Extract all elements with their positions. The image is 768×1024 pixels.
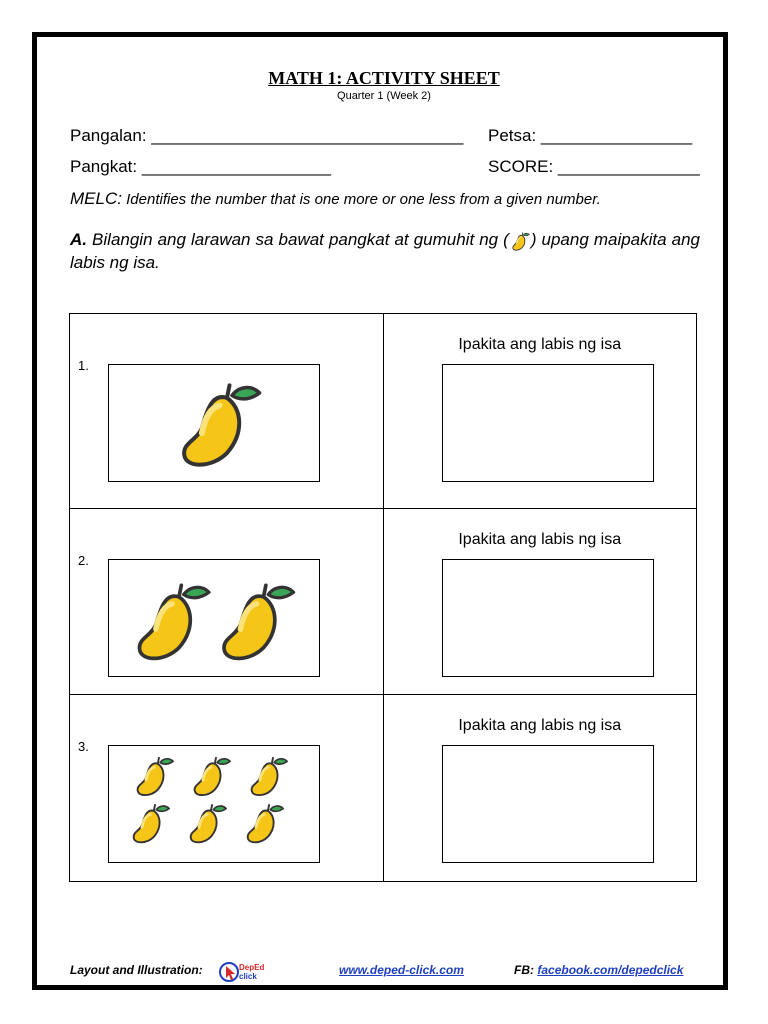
picture-cell: [70, 695, 384, 882]
mango-icon: [248, 805, 284, 842]
show-one-more-label: Ipakita ang labis ng isa: [458, 336, 622, 353]
mango-group: [109, 746, 319, 862]
mango-icon: [191, 805, 227, 842]
page-subtitle: Quarter 1 (Week 2): [337, 90, 431, 102]
instruction-letter: A.: [70, 230, 87, 249]
facebook-credit: [514, 963, 683, 977]
answer-cell: [383, 509, 697, 695]
instruction: [70, 229, 700, 274]
mango-picture-box: [108, 745, 320, 863]
mango-group: [109, 560, 319, 676]
layout-credit-label: Layout and Illustration:: [70, 963, 203, 977]
mango-icon: [195, 758, 231, 795]
show-one-more-label: Ipakita ang labis ng isa: [458, 717, 622, 734]
drawing-box[interactable]: [442, 745, 654, 863]
instruction-text-after: ) upang maipakita ang labis ng isa.: [70, 230, 700, 272]
mango-icon: [184, 385, 259, 464]
exercise-row: [70, 314, 697, 509]
depedclick-logo: [218, 958, 265, 984]
mango-picture-box: [108, 559, 320, 677]
mango-icon: [134, 805, 170, 842]
mango-icon: [139, 585, 209, 658]
logo-text-bottom: click: [239, 972, 257, 981]
website-link[interactable]: www.deped-click.com: [339, 963, 464, 977]
melc-label: MELC:: [70, 189, 122, 208]
exercise-row: [70, 509, 697, 695]
mango-picture-box: [108, 364, 320, 482]
date-field: Petsa: ________________: [488, 126, 693, 145]
instruction-text-before: Bilangin ang larawan sa bawat pangkat at gumuhit ng (: [92, 230, 509, 249]
logo-text-top: DepEd: [239, 963, 265, 972]
website-link-wrap: [339, 963, 464, 977]
score-field: SCORE: _______________: [488, 157, 700, 176]
item-number: 3.: [78, 739, 89, 754]
show-one-more-label: Ipakita ang labis ng isa: [458, 531, 622, 548]
item-number: 2.: [78, 553, 89, 568]
melc-text: Identifies the number that is one more or one less from a given number.: [126, 191, 601, 208]
drawing-box[interactable]: [442, 559, 654, 677]
mango-icon: [224, 585, 294, 658]
answer-cell: [383, 314, 697, 509]
name-field: Pangalan: _________________________________: [70, 126, 464, 145]
item-number: 1.: [78, 358, 89, 373]
mango-icon: [252, 758, 288, 795]
picture-cell: [70, 509, 384, 695]
page-title: MATH 1: ACTIVITY SHEET: [268, 68, 500, 88]
group-field: Pangkat: ____________________: [70, 157, 331, 176]
mango-group: [109, 365, 319, 481]
answer-cell: [383, 695, 697, 882]
mango-icon: [138, 758, 174, 795]
picture-cell: [70, 314, 384, 509]
drawing-box[interactable]: [442, 364, 654, 482]
facebook-link[interactable]: facebook.com/depedclick: [537, 963, 684, 977]
fb-label: FB:: [514, 963, 534, 977]
exercise-row: [70, 695, 697, 882]
melc-line: [70, 189, 601, 209]
mango-icon: [509, 230, 531, 252]
exercise-table: [69, 313, 697, 882]
